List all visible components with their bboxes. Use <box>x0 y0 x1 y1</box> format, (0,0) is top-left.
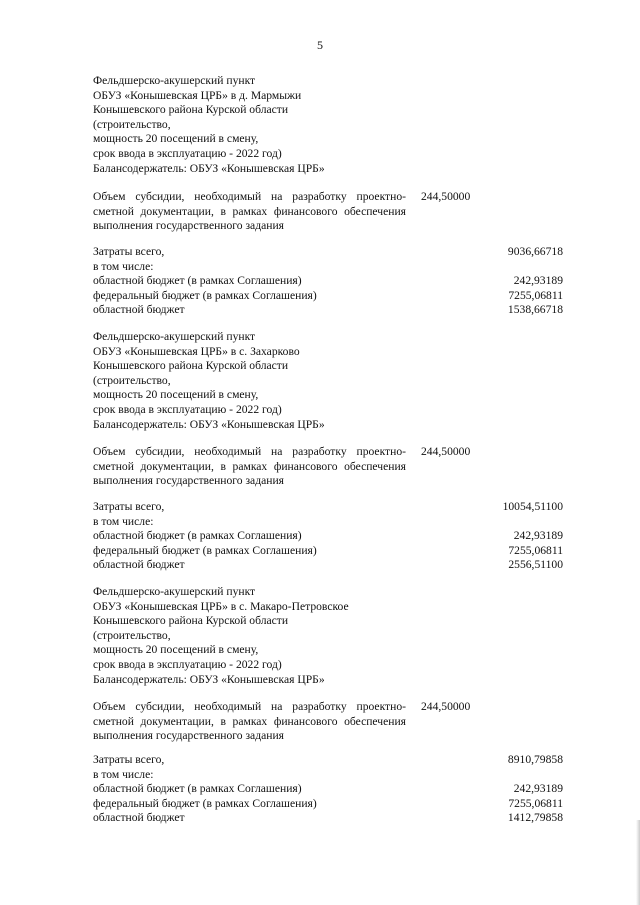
cost-label: областной бюджет <box>93 303 185 317</box>
cost-value: 7255,06811 <box>508 796 563 810</box>
facility-line: (строительство, <box>93 628 171 642</box>
cost-row <box>93 811 563 826</box>
facility-line: ОБУЗ «Конышевская ЦРБ» в с. Макаро-Петровское <box>93 599 349 613</box>
cost-label: Затраты всего, <box>93 500 165 513</box>
subsidy-block-1 <box>93 190 413 234</box>
cost-value: 242,93189 <box>513 529 563 543</box>
subsidy-text: Объем субсидии, необходимый на разработку проектно-сметной документации, в рамках финансового обеспечения выполнения государственного задания <box>93 700 406 743</box>
cost-row <box>93 303 563 318</box>
cost-value: 2556,51100 <box>508 558 563 572</box>
cost-row <box>93 782 563 797</box>
cost-row <box>93 558 563 573</box>
facility-line: срок ввода в эксплуатацию - 2022 год) <box>93 146 282 160</box>
facility-line: ОБУЗ «Конышевская ЦРБ» в с. Захарково <box>93 344 300 358</box>
facility-line: ОБУЗ «Конышевская ЦРБ» в д. Мармыжи <box>93 88 302 102</box>
cost-value: 242,93189 <box>513 274 563 288</box>
facility-description-2 <box>93 330 413 432</box>
cost-row <box>93 274 563 289</box>
cost-row <box>93 768 563 783</box>
facility-line: Балансодержатель: ОБУЗ «Конышевская ЦРБ» <box>93 417 325 431</box>
facility-line: (строительство, <box>93 117 171 131</box>
facility-line: мощность 20 посещений в смену, <box>93 388 259 402</box>
facility-line: Конышевского района Курской области <box>93 103 289 117</box>
cost-row <box>93 515 563 530</box>
facility-description-1 <box>93 74 413 176</box>
cost-row <box>93 289 563 304</box>
cost-label: областной бюджет <box>93 558 185 572</box>
cost-label: областной бюджет (в рамках Соглашения) <box>93 782 302 796</box>
facility-line: мощность 20 посещений в смену, <box>93 132 259 146</box>
facility-line: срок ввода в эксплуатацию - 2022 год) <box>93 402 282 416</box>
facility-line: мощность 20 посещений в смену, <box>93 643 259 657</box>
costs-table-2 <box>93 500 563 573</box>
costs-table-3 <box>93 753 563 826</box>
page-number: 5 <box>317 38 323 52</box>
facility-description-3 <box>93 585 413 687</box>
cost-row <box>93 260 563 275</box>
facility-line: Фельдшерско-акушерский пункт <box>93 74 256 87</box>
scan-edge-shadow <box>636 820 640 905</box>
cost-label: Затраты всего, <box>93 753 165 766</box>
cost-label: областной бюджет (в рамках Соглашения) <box>93 274 302 288</box>
costs-table-1 <box>93 245 563 318</box>
cost-label: федеральный бюджет (в рамках Соглашения) <box>93 796 317 810</box>
cost-row <box>93 529 563 544</box>
cost-value: 1412,79858 <box>507 811 563 825</box>
cost-value: 7255,06811 <box>508 288 563 302</box>
cost-row <box>93 797 563 812</box>
facility-line: Конышевского района Курской области <box>93 359 289 373</box>
cost-label: в том числе: <box>93 767 154 781</box>
subsidy-amount: 244,50000 <box>421 445 471 458</box>
cost-label: областной бюджет (в рамках Соглашения) <box>93 529 302 543</box>
cost-row <box>93 544 563 559</box>
subsidy-block-3 <box>93 700 413 744</box>
cost-value: 242,93189 <box>513 782 563 796</box>
cost-value: 8910,79858 <box>507 753 563 766</box>
facility-line: Фельдшерско-акушерский пункт <box>93 330 256 343</box>
cost-value: 9036,66718 <box>507 245 563 258</box>
cost-label: федеральный бюджет (в рамках Соглашения) <box>93 543 317 557</box>
subsidy-block-2 <box>93 445 413 489</box>
cost-label: федеральный бюджет (в рамках Соглашения) <box>93 288 317 302</box>
cost-label: Затраты всего, <box>93 245 165 258</box>
facility-line: Балансодержатель: ОБУЗ «Конышевская ЦРБ» <box>93 161 325 175</box>
cost-value: 1538,66718 <box>507 303 563 317</box>
cost-value: 7255,06811 <box>508 543 563 557</box>
subsidy-amount: 244,50000 <box>421 190 471 203</box>
subsidy-text: Объем субсидии, необходимый на разработку проектно-сметной документации, в рамках финансового обеспечения выполнения государственного задания <box>93 445 406 488</box>
cost-label: в том числе: <box>93 514 154 528</box>
cost-label: областной бюджет <box>93 811 185 825</box>
facility-line: (строительство, <box>93 373 171 387</box>
cost-label: в том числе: <box>93 259 154 273</box>
facility-line: Фельдшерско-акушерский пункт <box>93 585 256 598</box>
cost-row <box>93 245 563 260</box>
cost-row <box>93 500 563 515</box>
subsidy-text: Объем субсидии, необходимый на разработку проектно-сметной документации, в рамках финансового обеспечения выполнения государственного задания <box>93 190 406 233</box>
facility-line: Конышевского района Курской области <box>93 614 289 628</box>
facility-line: срок ввода в эксплуатацию - 2022 год) <box>93 657 282 671</box>
facility-line: Балансодержатель: ОБУЗ «Конышевская ЦРБ» <box>93 672 325 686</box>
subsidy-amount: 244,50000 <box>421 700 471 713</box>
cost-row <box>93 753 563 768</box>
cost-value: 10054,51100 <box>502 500 563 513</box>
